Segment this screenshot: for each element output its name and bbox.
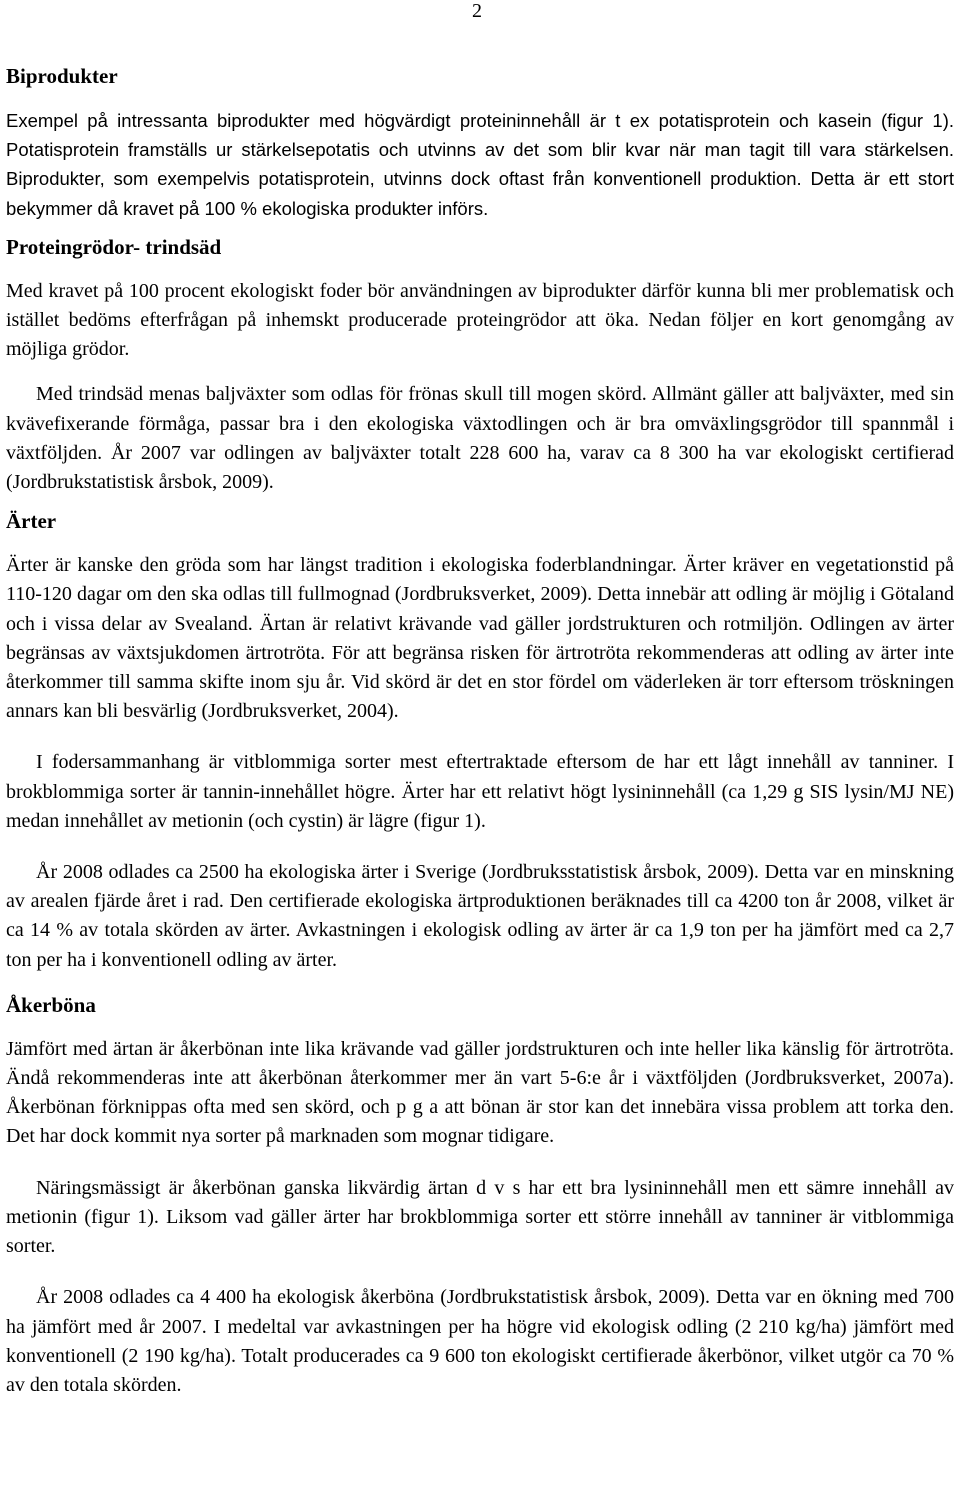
paragraph: Med kravet på 100 procent ekologiskt foder bör användningen av biprodukter därför kunna bli mer problematisk och istället bedöms efterfrågan på inhemskt producerade proteingrödor att öka. Nedan följer en kort genomgång av möjliga grödor. xyxy=(6,279,954,361)
section-heading-proteingrodor: Proteingrödor- trindsäd xyxy=(6,234,222,259)
page-number: 2 xyxy=(472,0,482,22)
paragraph: Exempel på intressanta biprodukter med högvärdigt proteininnehåll är t ex potatisprotein och kasein (figur 1). Potatisprotein framställs ur stärkelsepotatis och utvinns av det som blir kvar när man tagit till vara stärkelsen. Biprodukter, som exempelvis potatisprotein, utvinns dock oftast från konventionell produktion. Detta är ett stort bekymmer då kravet på 100 % ekologiska produkter införs. xyxy=(6,110,954,219)
document-body xyxy=(6,62,954,1400)
paragraph: Ärter är kanske den gröda som har längst tradition i ekologiska foderblandningar. Ärter kräver en vegetationstid på 110-120 dagar om den ska odlas till fullmognad (Jordbruksverket, 2009). Detta innebär att odling är möjlig i Götaland och i vissa delar av Svealand. Ärtan är relativt krävande vad gäller jordstrukturen och rotmiljön. Odlingen av ärter begränsas av växtsjukdomen ärtrotröta. För att begränsa risken för ärtrotröta rekommenderas att odling av ärter inte återkommer till samma skifte inom sju år. Vid skörd är det en stor fördel om väderleken är torr eftersom tröskningen annars kan bli besvärlig (Jordbruksverket, 2004). xyxy=(6,554,954,723)
paragraph: År 2008 odlades ca 2500 ha ekologiska ärter i Sverige (Jordbruksstatistisk årsbok, 2009). Detta var en minskning av arealen fjärde året i rad. Den certifierade ekologiska ärtproduktionen beräknades till ca 4200 ton år 2008, vilket är ca 14 % av totala skörden av ärter. Avkastningen i ekologisk odling av ärter är ca 1,9 ton per ha jämfört med ca 2,7 ton per ha i konventionell odling av ärter. xyxy=(6,861,954,971)
paragraph: I fodersammanhang är vitblommiga sorter mest eftertraktade eftersom de har ett lågt innehåll av tanniner. I brokblommiga sorter är tannin-innehållet högre. Ärter har ett relativt högt lysininnehåll (ca 1,29 g SIS lysin/MJ NE) medan innehållet av metionin (och cystin) är lägre (figur 1). xyxy=(6,751,954,832)
paragraph: Jämfört med ärtan är åkerbönan inte lika krävande vad gäller jordstrukturen och inte heller lika känslig för ärtrotröta. Ändå rekommenderas inte att åkerbönan återkommer mer än vart 5-6:e år i växtföljden (Jordbruksverket, 2007a). Åkerbönan förknippas ofta med sen skörd, och p g a att bönan är stor kan det innebära vissa problem att torka den. Det har dock kommit nya sorter på marknaden som mognar tidigare. xyxy=(6,1037,954,1148)
paragraph: Med trindsäd menas baljväxter som odlas för frönas skull till mogen skörd. Allmänt gäller att baljväxter, med sin kvävefixerande förmåga, passar bra i den ekologiska växtodlingen och är bra omväxlingsgrödor till spannmål i växtföljden. År 2007 var odlingen av baljväxter totalt 228 600 ha, varav ca 8 300 ha var ekologiskt certifierad (Jordbrukstatistisk årsbok, 2009). xyxy=(6,383,954,494)
section-heading-biprodukter: Biprodukter xyxy=(6,64,118,88)
section-heading-arter: Ärter xyxy=(6,509,57,534)
paragraph: Näringsmässigt är åkerbönan ganska likvärdig ärtan d v s har ett bra lysininnehåll men ett sämre innehåll av metionin (figur 1). Liksom vad gäller ärter har brokblommiga sorter ett större innehåll av tanniner är vitblommiga sorter. xyxy=(6,1176,954,1258)
paragraph: År 2008 odlades ca 4 400 ha ekologisk åkerböna (Jordbrukstatistisk årsbok, 2009). Detta var en ökning med 700 ha jämfört med år 2007. I medeltal var avkastningen per ha högre vid ekologisk odling (2 210 kg/ha) jämfört med konventionell (2 190 kg/ha). Totalt producerades ca 9 600 ton ekologiskt certifierade åkerbönor, vilket utgör ca 70 % av den totala skörden. xyxy=(6,1286,954,1396)
section-heading-akerbona: Åkerböna xyxy=(6,992,96,1017)
